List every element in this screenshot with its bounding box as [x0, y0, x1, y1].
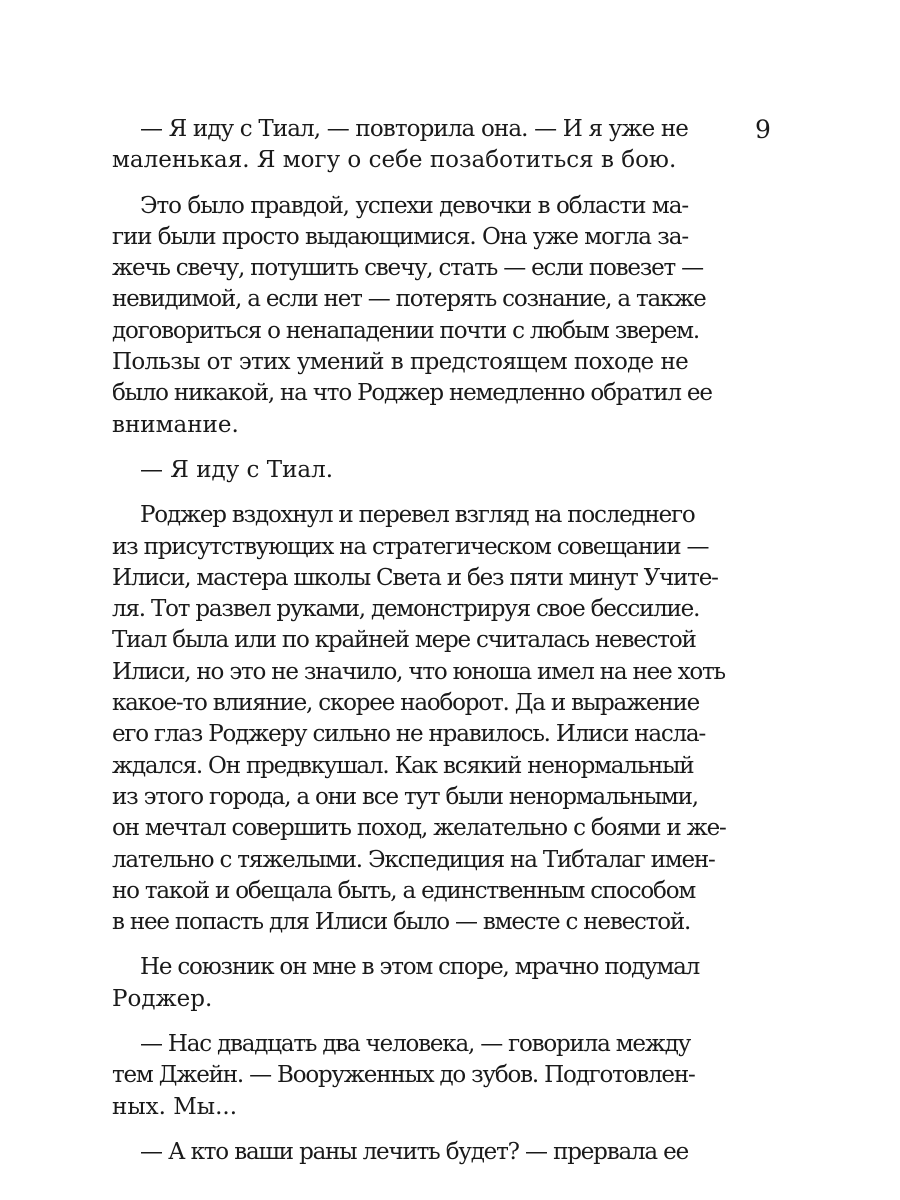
paragraph [112, 1029, 695, 1123]
text-line: тем Джейн. — Вооруженных до зубов. Подготовлен- [112, 1062, 695, 1089]
text-line: — Я иду с Тиал. [140, 456, 334, 483]
paragraph [112, 952, 700, 1015]
text-line: из этого города, а они все тут были ненормальными, [112, 783, 698, 810]
text-line: маленькая. Я могу о себе позаботиться в бою. [112, 147, 677, 174]
text-line: Илиси, мастера школы Света и без пяти минут Учите- [112, 564, 718, 591]
text-line: Пользы от этих умений в предстоящем походе не [112, 349, 688, 376]
paragraph [112, 500, 726, 938]
text-line: какое-то влияние, скорее наоборот. Да и выражение [112, 690, 700, 717]
text-line: невидимой, а если нет — потерять сознание, а также [112, 286, 706, 313]
text-line: Роджер. [112, 985, 213, 1012]
text-line: жечь свечу, потушить свечу, стать — если повезет — [112, 255, 703, 282]
text-line: — А кто ваши раны лечить будет? — прервала ее [140, 1138, 688, 1165]
paragraph [112, 455, 688, 486]
text-line: ждался. Он предвкушал. Как всякий ненормальный [112, 752, 694, 779]
text-line: ля. Тот развел руками, демонстрируя свое бессилие. [112, 596, 700, 623]
text-line: было никакой, на что Роджер немедленно обратил ее [112, 380, 712, 407]
text-line: Роджер вздохнул и перевел взгляд на последнего [140, 502, 695, 529]
text-line: но такой и обещала быть, а единственным способом [112, 877, 696, 904]
text-line: в нее попасть для Илиси было — вместе с невестой. [112, 909, 691, 936]
text-line: — Я иду с Тиал, — повторила она. — И я уже не [140, 116, 688, 142]
paragraph [112, 1137, 688, 1168]
paragraph [112, 191, 712, 441]
text-line: гии были просто выдающимися. Она уже могла за- [112, 223, 688, 250]
text-line: его глаз Роджеру сильно не нравилось. Илиси насла- [112, 721, 706, 748]
text-line: из присутствующих на стратегическом совещании — [112, 533, 709, 560]
text-line: он мечтал совершить поход, желательно с боями и же- [112, 815, 726, 842]
text-line: договориться о ненападении почти с любым зверем. [112, 317, 699, 344]
text-line: Не союзник он мне в этом споре, мрачно подумал [140, 954, 700, 981]
text-line: Илиси, но это не значило, что юноша имел на нее хоть [112, 658, 725, 685]
paragraph [112, 114, 688, 177]
text-line: лательно с тяжелыми. Экспедиция на Тибталаг имен- [112, 846, 715, 873]
text-line: Это было правдой, успехи девочки в области ма- [140, 192, 688, 219]
text-line: — Нас двадцать два человека, — говорила между [140, 1031, 691, 1058]
text-line: Тиал была или по крайней мере считалась невестой [112, 627, 696, 654]
page-body-text [112, 114, 726, 1182]
text-line: внимание. [112, 411, 239, 438]
page-number: 9 [755, 115, 771, 144]
text-line: ных. Мы... [112, 1093, 238, 1120]
